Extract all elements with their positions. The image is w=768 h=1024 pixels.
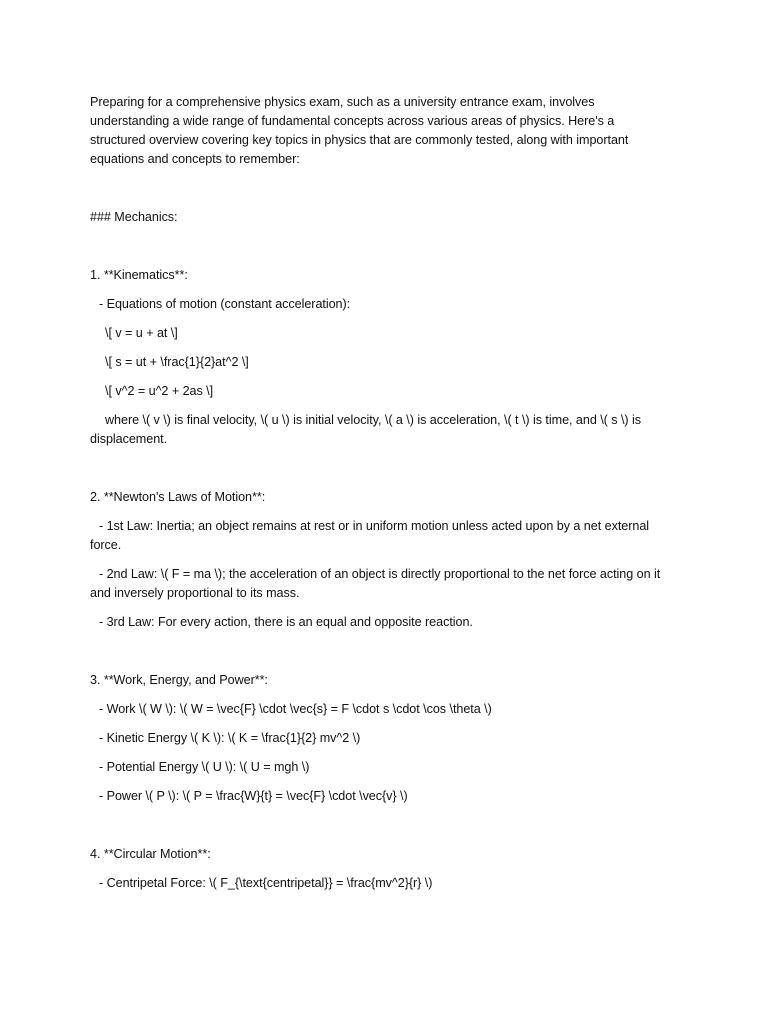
variable-definitions-line-1: where \( v \) is final velocity, \( u \) is initial velocity, \( a \) is acceleration, \( t \) is time, and \( s \) is [105, 413, 642, 427]
equation-2: \[ s = ut + \frac{1}{2}at^2 \] [105, 355, 249, 369]
newton-law-3: - 3rd Law: For every action, there is an equal and opposite reaction. [99, 615, 473, 629]
section-heading-mechanics: ### Mechanics: [90, 210, 178, 224]
newton-law-1-line-2: force. [90, 538, 122, 552]
circular-motion-heading: 4. **Circular Motion**: [90, 847, 211, 861]
intro-line-4: equations and concepts to remember: [90, 152, 300, 166]
work-formula: - Work \( W \): \( W = \vec{F} \cdot \vec{s} = F \cdot s \cdot \cos \theta \) [99, 702, 492, 716]
kinematics-heading: 1. **Kinematics**: [90, 268, 188, 282]
work-energy-heading: 3. **Work, Energy, and Power**: [90, 673, 268, 687]
equation-1: \[ v = u + at \] [105, 326, 178, 340]
equation-3: \[ v^2 = u^2 + 2as \] [105, 384, 214, 398]
variable-definitions-line-2: displacement. [90, 432, 168, 446]
newton-law-1-line-1: - 1st Law: Inertia; an object remains at rest or in uniform motion unless acted upon by a net external [99, 519, 650, 533]
newton-heading: 2. **Newton's Laws of Motion**: [90, 490, 266, 504]
potential-energy-formula: - Potential Energy \( U \): \( U = mgh \) [99, 760, 310, 774]
newton-law-2-line-1: - 2nd Law: \( F = ma \); the acceleration of an object is directly proportional to the net force acting on it [99, 567, 661, 581]
intro-line-1: Preparing for a comprehensive physics exam, such as a university entrance exam, involves [90, 95, 595, 109]
newton-law-2-line-2: and inversely proportional to its mass. [90, 586, 300, 600]
intro-line-2: understanding a wide range of fundamental concepts across various areas of physics. Here's a [90, 114, 615, 128]
intro-line-3: structured overview covering key topics in physics that are commonly tested, along with important [90, 133, 629, 147]
centripetal-force-formula: - Centripetal Force: \( F_{\text{centripetal}} = \frac{mv^2}{r} \) [99, 876, 433, 890]
power-formula: - Power \( P \): \( P = \frac{W}{t} = \vec{F} \cdot \vec{v} \) [99, 789, 408, 803]
equations-of-motion-label: - Equations of motion (constant acceleration): [99, 297, 351, 311]
kinetic-energy-formula: - Kinetic Energy \( K \): \( K = \frac{1}{2} mv^2 \) [99, 731, 361, 745]
